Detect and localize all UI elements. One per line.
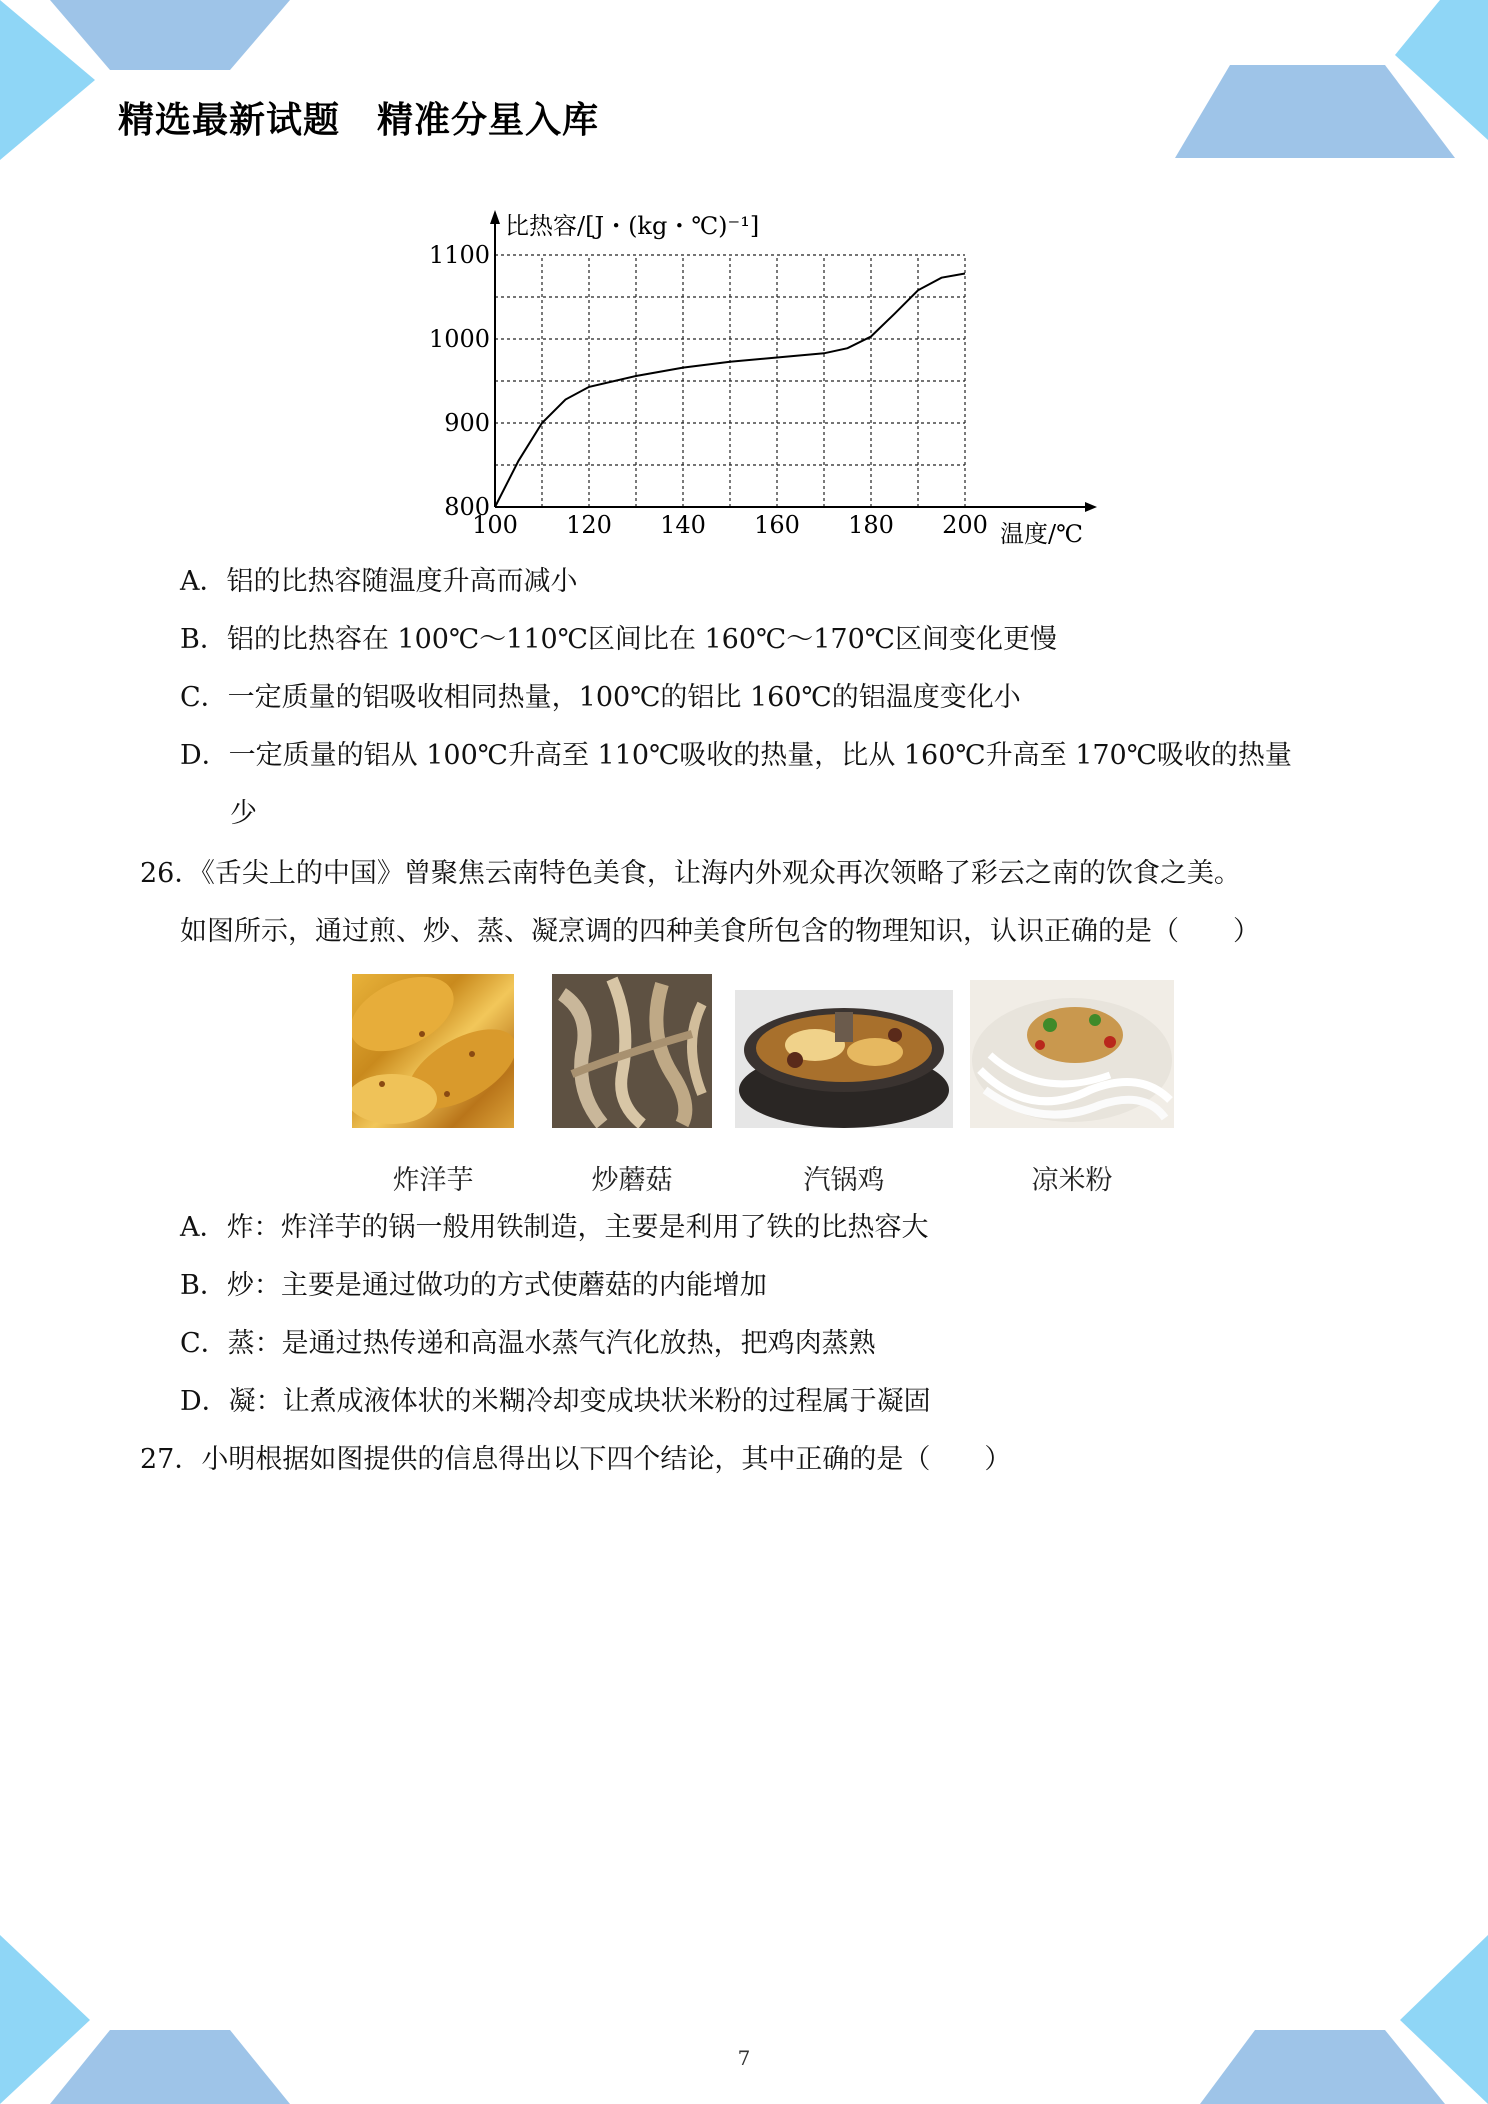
x-tick-label: 180 [848, 511, 894, 539]
q26-stem-line2: 如图所示，通过煎、炒、蒸、凝烹调的四种美食所包含的物理知识，认识正确的是（ ） [180, 916, 1260, 947]
x-tick-label: 140 [660, 511, 706, 539]
fried-potato-image [352, 974, 514, 1128]
top-left-trapezoid [50, 0, 290, 70]
x-tick-label: 120 [566, 511, 612, 539]
food-caption-3: 汽锅鸡 [803, 1165, 885, 1196]
top-right-trapezoid [1175, 65, 1455, 158]
y-tick-label: 1100 [428, 241, 490, 269]
x-tick-label: 200 [942, 511, 988, 539]
food-caption-4: 凉米粉 [1031, 1165, 1113, 1196]
cold-rice-noodle-image [970, 980, 1174, 1128]
y-tick-label: 800 [444, 493, 490, 521]
q26-stem-line1: 26．《舌尖上的中国》曾聚焦云南特色美食，让海内外观众再次领略了彩云之南的饮食之美。 [140, 858, 1241, 889]
q25-option-c: C．一定质量的铝吸收相同热量，100℃的铝比 160℃的铝温度变化小 [180, 682, 1021, 713]
q25-option-b: B．铝的比热容在 100℃～110℃区间比在 160℃～170℃区间变化更慢 [180, 624, 1057, 655]
x-axis-label: 温度/℃ [1000, 520, 1083, 548]
q27-stem: 27．小明根据如图提供的信息得出以下四个结论，其中正确的是（ ） [140, 1444, 1012, 1475]
specific-heat-chart [420, 200, 1100, 550]
x-tick-label: 100 [472, 511, 518, 539]
steam-pot-chicken-image [735, 990, 953, 1128]
fried-mushroom-image [552, 974, 712, 1128]
page-number: 7 [737, 2046, 751, 2070]
food-caption-2: 炒蘑菇 [591, 1165, 673, 1196]
q25-option-d-continued: 少 [230, 798, 257, 829]
q26-option-d: D．凝：让煮成液体状的米糊冷却变成块状米粉的过程属于凝固 [180, 1386, 931, 1417]
q26-option-a: A．炸：炸洋芋的锅一般用铁制造，主要是利用了铁的比热容大 [180, 1212, 929, 1243]
y-tick-label: 900 [444, 409, 490, 437]
q25-option-a: A．铝的比热容随温度升高而减小 [180, 566, 578, 597]
chart-grid [495, 255, 965, 507]
x-axis-arrow [1085, 502, 1097, 512]
q26-option-b: B．炒：主要是通过做功的方式使蘑菇的内能增加 [180, 1270, 767, 1301]
header-title: 精选最新试题 精准分星入库 [118, 100, 600, 141]
y-axis-label: 比热容/[J・(kg・℃)⁻¹] [505, 212, 760, 240]
y-tick-label: 1000 [428, 325, 490, 353]
x-tick-label: 160 [754, 511, 800, 539]
q26-option-c: C．蒸：是通过热传递和高温水蒸气汽化放热，把鸡肉蒸熟 [180, 1328, 876, 1359]
q25-option-d: D．一定质量的铝从 100℃升高至 110℃吸收的热量，比从 160℃升高至 170℃吸收的热量 [180, 740, 1292, 771]
food-caption-1: 炸洋芋 [392, 1165, 474, 1196]
y-axis-arrow [490, 210, 500, 224]
